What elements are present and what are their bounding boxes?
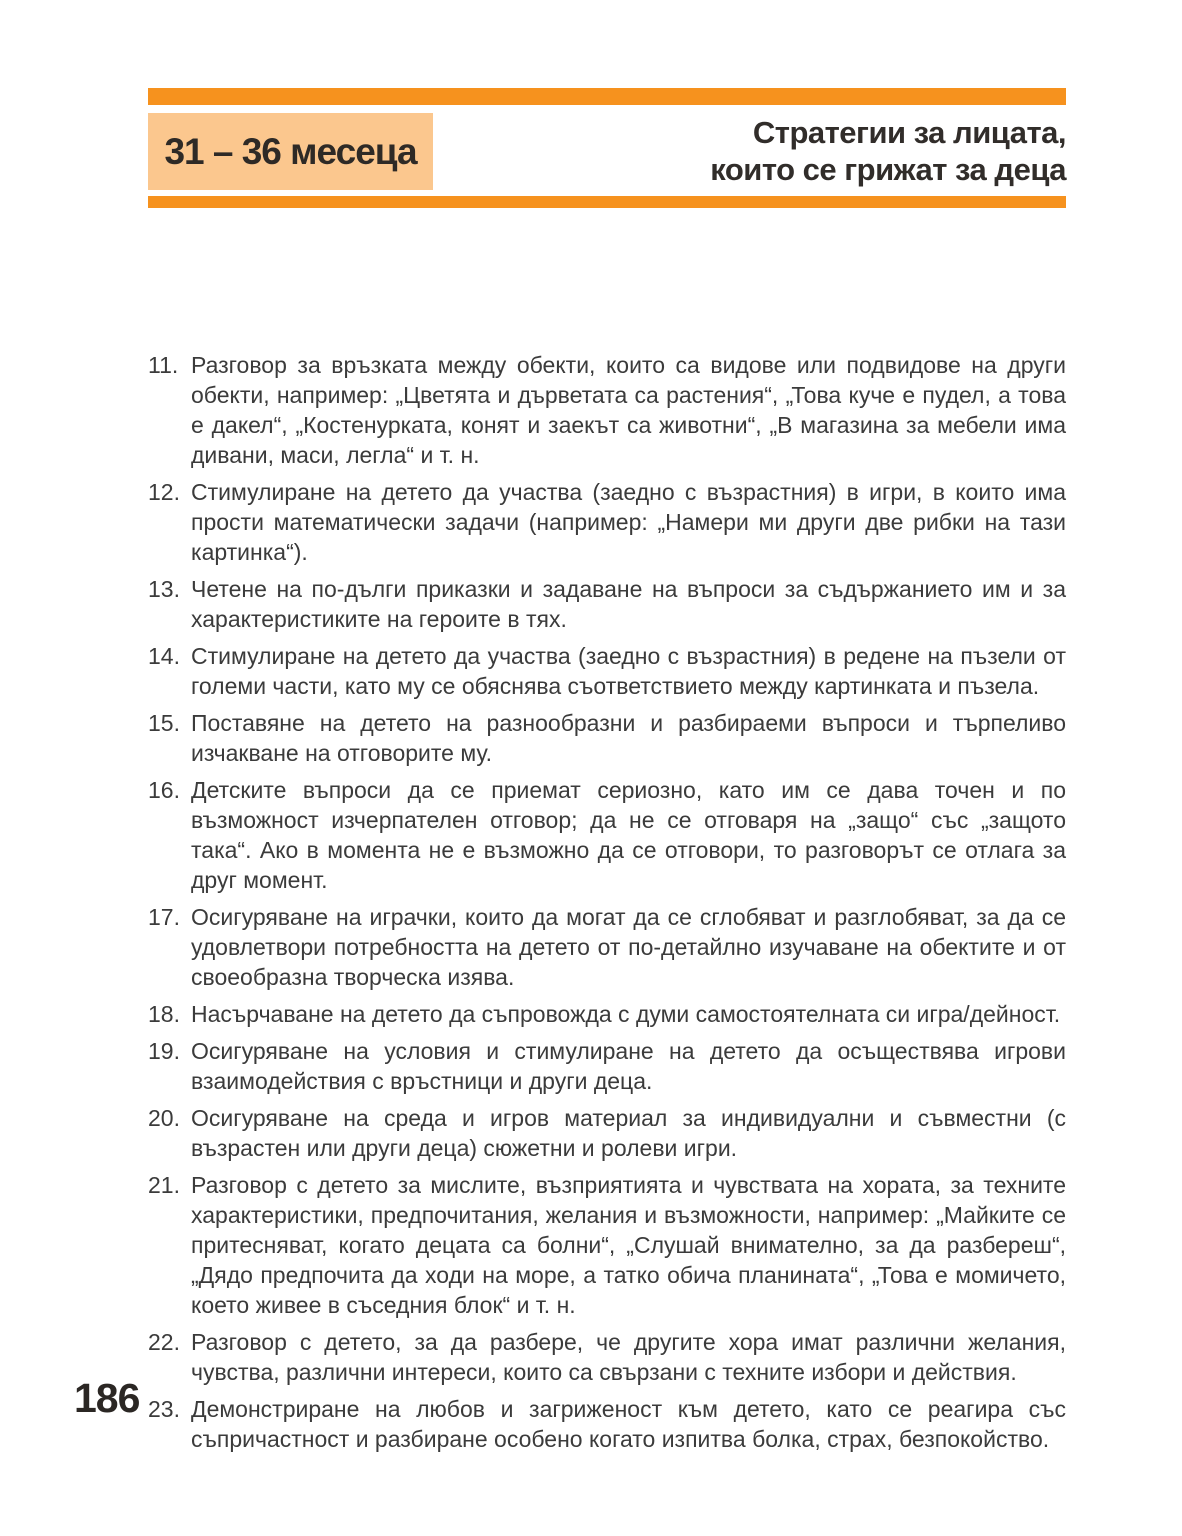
list-item-number: 17.: [148, 904, 180, 930]
list-item-text: Четене на по-дълги приказки и задаване на въпроси за съдържанието им и за характеристиките на героите в тях.: [191, 576, 1066, 632]
list-item: [148, 574, 1066, 634]
list-item: [148, 641, 1066, 701]
list-item: [148, 1103, 1066, 1163]
list-item: [148, 775, 1066, 895]
page-title: [710, 114, 1066, 188]
list-item-text: Демонстриране на любов и загриженост към детето, като се реагира със съпричастност и разбиране особено когато изпитва болка, страх, безпокойство.: [191, 1396, 1066, 1452]
header-top-bar: [148, 88, 1066, 105]
strategies-list: [148, 350, 1066, 1461]
list-item-number: 14.: [148, 643, 180, 669]
page-title-line1: Стратегии за лицата,: [752, 115, 1066, 150]
list-item-text: Разговор с детето за мислите, възприятията и чувствата на хората, за техните характеристики, предпочитания, желания и възможности, например: „Майките се притесняват, когато децата са болни“, „Слушай внимателно, за да разбереш“, „Дядо предпочита да ходи на море, а татко обича планината“, „Това е момичето, което живее в съседния блок“ и т. н.: [191, 1172, 1066, 1318]
list-item-text: Разговор за връзката между обекти, които са видове или подвидове на други обекти, например: „Цветята и дърветата са растения“, „Това куче е пудел, а това е дакел“, „Костенурката, конят и заекът са животни“, „В магазина за мебели има дивани, маси, легла“ и т. н.: [191, 352, 1066, 468]
list-item-number: 11.: [148, 352, 179, 378]
page-title-line2: които се грижат за деца: [710, 152, 1066, 187]
list-item-text: Разговор с детето, за да разбере, че другите хора имат различни желания, чувства, различни интереси, които са свързани с техните избори и действия.: [191, 1329, 1066, 1385]
list-item-text: Осигуряване на среда и игров материал за индивидуални и съвместни (с възрастен или други деца) сюжетни и ролеви игри.: [191, 1105, 1066, 1161]
list-item: [148, 1327, 1066, 1387]
list-item: [148, 1036, 1066, 1096]
list-item-number: 16.: [148, 777, 180, 803]
list-item: [148, 902, 1066, 992]
list-item-text: Осигуряване на условия и стимулиране на детето да осъществява игрови взаимодействия с връстници и други деца.: [191, 1038, 1066, 1094]
list-item: [148, 999, 1066, 1029]
list-item: [148, 350, 1066, 470]
age-range-label: 31 – 36 месеца: [164, 130, 417, 172]
list-item-number: 18.: [148, 1001, 180, 1027]
list-item-number: 21.: [148, 1172, 180, 1198]
list-item-text: Осигуряване на играчки, които да могат да се сглобяват и разглобяват, за да се удовлетвори потребността на детето от по-детайлно изучаване на обектите и от своеобразна творческа изява.: [191, 904, 1066, 990]
list-item-text: Стимулиране на детето да участва (заедно с възрастния) в редене на пъзели от големи части, като му се обяснява съответствието между картинката и пъзела.: [191, 643, 1066, 699]
list-item-number: 13.: [148, 576, 180, 602]
list-item-number: 22.: [148, 1329, 180, 1355]
list-item-text: Насърчаване на детето да съпровожда с думи самостоятелната си игра/дейност.: [191, 1001, 1061, 1027]
list-item: [148, 1170, 1066, 1320]
list-item: [148, 477, 1066, 567]
age-range-box: [148, 113, 433, 190]
header-bottom-bar: [148, 196, 1066, 208]
list-item-text: Стимулиране на детето да участва (заедно с възрастния) в игри, в които има прости математически задачи (например: „Намери ми други две рибки на тази картинка“).: [191, 479, 1066, 565]
list-item: [148, 708, 1066, 768]
list-item-number: 23.: [148, 1396, 180, 1422]
list-item-text: Поставяне на детето на разнообразни и разбираеми въпроси и търпеливо изчакване на отговорите му.: [191, 710, 1066, 766]
list-item-number: 12.: [148, 479, 180, 505]
list-item-text: Детските въпроси да се приемат сериозно, като им се дава точен и по възможност изчерпателен отговор; да не се отговаря на „защо“ със „защото така“. Ако в момента не е възможно да се отговори, то разговорът се отлага за друг момент.: [191, 777, 1066, 893]
list-item-number: 15.: [148, 710, 180, 736]
list-item: [148, 1394, 1066, 1454]
list-item-number: 20.: [148, 1105, 180, 1131]
list-item-number: 19.: [148, 1038, 180, 1064]
page-number: 186: [74, 1375, 140, 1421]
